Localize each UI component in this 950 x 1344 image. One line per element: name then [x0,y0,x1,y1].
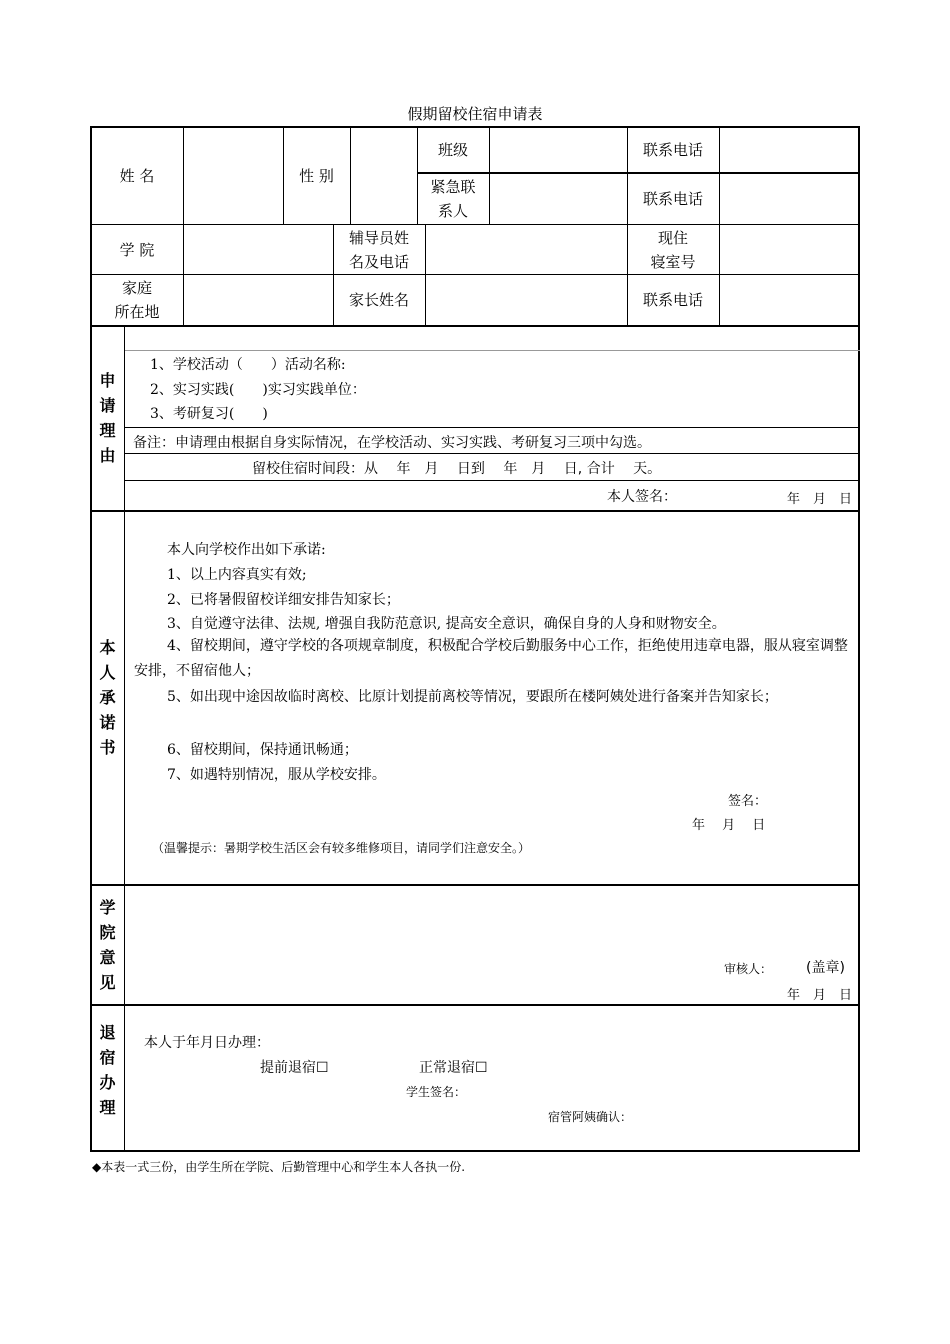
dorm-label: 现住 寝室号 [650,228,696,271]
section-divider [90,1004,860,1006]
safety-tip: （温馨提示：暑期学校生活区会有较多维修项目，请同学们注意安全。） [152,841,531,855]
pledge-item: 7、如遇特别情况，服从学校安排。 [167,767,386,783]
early-checkout-checkbox[interactable]: 提前退宿☐ [260,1060,329,1076]
seal-label: (盖章) [806,960,845,976]
name-label: 姓 名 [119,166,155,185]
class-field[interactable] [489,127,627,172]
pledge-item: 4、留校期间，遵守学校的各项规章制度，积极配合学校后勤服务中心工作，拒绝使用违章电器，服从寝室调整安排，不留宿他人； [134,638,848,679]
pledge-item: 6、留校期间，保持通讯畅通； [167,742,358,758]
row-divider [125,453,860,454]
stay-period: 留校住宿时间段：从 年 月 日到 年 月 日, 合计 天。 [252,461,662,477]
pledge-item: 2、已将暑假留校详细安排告知家长； [167,592,400,608]
parent-name-field[interactable] [425,275,627,325]
parent-phone-label: 联系电话 [642,291,703,309]
pledge-sign-label: 签名： [728,794,768,809]
pledge-date: 年 月 日 [692,818,766,833]
row-divider [125,480,860,481]
reason-item-exam: 3、考研复习( ) [150,406,268,422]
checkout-section-label: 退 宿 办 理 [99,1022,116,1117]
emergency-contact-label: 紧急联 系人 [430,178,476,220]
reason-note: 备注：申请理由根据自身实际情况，在学校活动、实习实践、考研复习三项中勾选。 [133,435,651,451]
normal-checkout-checkbox[interactable]: 正常退宿☐ [419,1060,488,1076]
emergency-phone-field[interactable] [719,174,859,224]
applicant-signature-label: 本人签名： [607,489,677,505]
phone-label: 联系电话 [642,140,703,159]
home-field[interactable] [183,275,333,325]
section-divider [90,884,860,886]
name-field[interactable] [183,127,283,224]
emergency-contact-field[interactable] [489,174,627,224]
aunt-confirm-label: 宿管阿姨确认： [548,1110,633,1124]
student-signature-label: 学生签名： [406,1085,467,1099]
pledge-item: 5、如出现中途因故临时离校、比原计划提前离校等情况，要跟所在楼阿姨处进行备案并告知家长； [167,689,778,705]
emergency-phone-label: 联系电话 [642,190,703,208]
row-divider [90,325,860,327]
gender-label: 性 别 [299,166,334,185]
parent-phone-field[interactable] [719,275,859,325]
gender-field[interactable] [350,127,417,224]
reviewer-label: 审核人： [724,962,773,976]
pledge-intro: 本人向学校作出如下承诺: [167,542,326,558]
dorm-field[interactable] [719,225,859,274]
college-opinion-section-label: 学 院 意 见 [99,897,116,992]
row-divider [125,350,860,351]
class-label: 班级 [437,140,468,159]
reason-item-internship: 2、实习实践( )实习实践单位： [150,382,366,398]
form-title: 假期留校住宿申请表 [407,105,543,123]
counselor-label: 辅导员姓 名及电话 [348,228,409,271]
phone-field[interactable] [719,127,859,172]
counselor-field[interactable] [425,225,627,274]
college-label: 学 院 [119,240,155,259]
checkout-date-line: 本人于年月日办理： [144,1035,270,1051]
pledge-section-label: 本 人 承 诺 书 [99,638,116,757]
footer-note: ◆本表一式三份，由学生所在学院、后勤管理中心和学生本人各执一份. [92,1160,466,1174]
pledge-item: 3、自觉遵守法律、法规, 增强自我防范意识, 提高安全意识，确保自身的人身和财物安全。 [167,616,726,632]
reason-item-activity: 1、学校活动（ ）活动名称: [150,357,346,373]
section-divider [90,510,860,512]
college-date: 年 月 日 [787,988,853,1003]
applicant-date: 年 月 日 [787,492,853,507]
pledge-item: 1、以上内容真实有效; [167,567,307,583]
college-field[interactable] [183,225,333,274]
reason-section-label: 申 请 理 由 [99,371,116,465]
row-divider [125,427,860,428]
parent-name-label: 家长姓名 [348,291,409,309]
home-label: 家庭 所在地 [114,279,160,321]
